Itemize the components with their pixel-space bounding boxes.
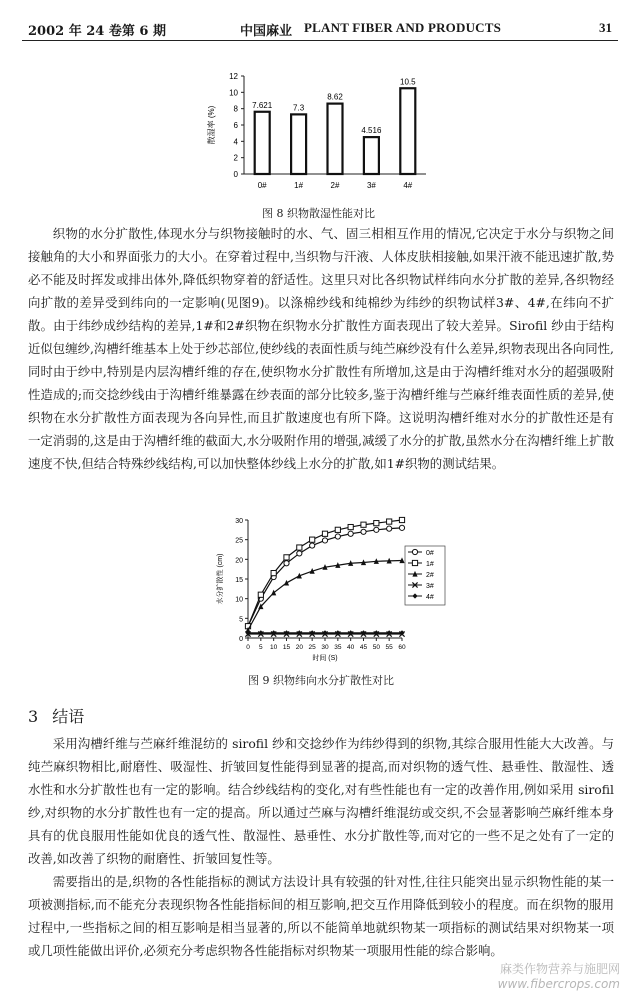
figure-8-caption: 图 8 织物散湿性能对比 bbox=[262, 207, 375, 220]
data-point bbox=[335, 534, 340, 539]
x-tick-label: 30 bbox=[321, 644, 329, 651]
bar-4# bbox=[400, 88, 415, 174]
data-point bbox=[310, 630, 315, 635]
x-tick-label: 5 bbox=[259, 644, 263, 651]
issue-info: 2002 年 24 卷第 6 期 bbox=[28, 24, 166, 39]
x-tick-label: 0# bbox=[257, 181, 267, 190]
data-point bbox=[297, 551, 302, 556]
bar-value-label: 7.3 bbox=[293, 103, 305, 113]
paragraph-water-diffusion: 织物的水分扩散性,体现水分与织物接触时的水、气、固三相相互作用的情况,它决定于水分与织物之间接触角的大小和界面张力的大小。在穿着过程中,当织物与汗液、人体皮肤相接触,如果汗液不能迅速扩散,势必不能及时挥发或排出体外,降低织物穿着的舒适性。这里只对比各织物试样纬向水分扩散的差异,各织物经向扩散的差异受到纬向的一定影响(见图9)。以涤棉纱线和纯棉纱为纬纱的织物试样3#、4#,在纬向不扩散。由于纬纱成纱结构的差异,1#和2#织物在织物水分扩散性方面表现出了较大差异。Sirofil 纱由于结构近似包缠纱,沟槽纤维基本上处于纱芯部位,使纱线的表面性质与纯苎麻纱没有什么差异,织物表现出各向同性,同时由于纱中,特别是内层沟槽纤维的存在,使织物水分扩散性有所增加,这是由于沟槽纤维对水分的超强吸附性造成的;而交捻纱线由于沟槽纤维暴露在纱表面的部分比较多,鉴于沟槽纤维与苎麻纤维表面性质的差异,使织物在水分扩散性方面表现为各向异性,而且扩散速度也有所下降。这说明沟槽纤维对水分的扩散性还是有一定消弱的,这是由于沟槽纤维的截面大,水分吸附作用的增强,减缓了水分的扩散,虽然水分在沟槽纤维上扩散速度不快,但结合特殊纱线结构,可以加快整体纱线上水分的扩散,如1#织物的测试结果。 bbox=[28, 226, 614, 471]
section-heading bbox=[28, 704, 98, 727]
series-0# bbox=[245, 525, 404, 629]
data-point bbox=[258, 630, 263, 635]
y-tick-label: 6 bbox=[233, 121, 238, 130]
x-axis-label: 时间 (S) bbox=[312, 655, 338, 662]
series-2# bbox=[245, 557, 404, 632]
data-point bbox=[271, 571, 276, 576]
data-point bbox=[284, 555, 289, 560]
x-tick-label: 1# bbox=[294, 181, 304, 190]
data-point bbox=[310, 543, 315, 548]
bar-value-label: 8.62 bbox=[327, 92, 343, 102]
bar-value-label: 4.516 bbox=[361, 126, 382, 136]
journal-title-en: PLANT FIBER AND PRODUCTS bbox=[304, 20, 502, 35]
legend-marker bbox=[412, 549, 417, 554]
bar-2# bbox=[328, 104, 343, 174]
data-point bbox=[322, 538, 327, 543]
legend-label: 3# bbox=[426, 583, 434, 590]
data-point bbox=[335, 527, 340, 532]
data-point bbox=[271, 630, 276, 635]
data-point bbox=[399, 517, 404, 522]
data-point bbox=[361, 630, 366, 635]
data-point bbox=[374, 521, 379, 526]
data-point bbox=[284, 580, 289, 586]
journal-title-cn: 中国麻业 bbox=[240, 24, 293, 39]
legend-label: 2# bbox=[426, 572, 434, 579]
data-point bbox=[387, 630, 392, 635]
figure-8-bar-chart bbox=[196, 62, 436, 202]
x-tick-label: 3# bbox=[366, 181, 376, 190]
data-point bbox=[348, 531, 353, 536]
y-tick-label: 10 bbox=[235, 596, 243, 604]
x-tick-label: 25 bbox=[308, 644, 316, 651]
series-4# bbox=[245, 630, 404, 635]
data-point bbox=[361, 522, 366, 527]
y-tick-label: 4 bbox=[233, 137, 238, 147]
legend-marker bbox=[412, 560, 417, 565]
y-axis-label: 水分扩散性 (cm) bbox=[217, 553, 224, 605]
data-point bbox=[399, 630, 404, 635]
x-tick-label: 55 bbox=[385, 644, 393, 651]
figure-9-line-chart bbox=[210, 512, 450, 670]
site-watermark bbox=[498, 962, 620, 992]
x-tick-label: 20 bbox=[295, 644, 303, 651]
legend-label: 0# bbox=[426, 550, 434, 557]
watermark-site-name: 麻类作物营养与施肥网 bbox=[499, 962, 620, 976]
bar-1# bbox=[291, 114, 306, 174]
x-tick-label: 45 bbox=[359, 644, 368, 651]
section-number: 3 bbox=[28, 707, 39, 726]
running-header bbox=[22, 14, 618, 41]
data-point bbox=[297, 545, 302, 550]
bar-value-label: 7.621 bbox=[252, 100, 273, 110]
data-point bbox=[374, 630, 379, 635]
x-tick-label: 35 bbox=[334, 644, 342, 651]
page-number: 31 bbox=[599, 20, 612, 35]
y-tick-label: 15 bbox=[235, 577, 243, 584]
x-tick-label: 40 bbox=[347, 644, 355, 651]
data-point bbox=[284, 561, 289, 566]
data-point bbox=[348, 630, 353, 635]
y-tick-label: 10 bbox=[229, 88, 238, 98]
y-tick-label: 0 bbox=[239, 636, 243, 643]
data-point bbox=[322, 630, 327, 635]
y-tick-label: 2 bbox=[233, 153, 238, 163]
data-point bbox=[271, 590, 276, 596]
data-point bbox=[374, 527, 379, 532]
x-tick-label: 4# bbox=[403, 181, 413, 190]
y-tick-label: 30 bbox=[235, 518, 243, 525]
x-tick-label: 50 bbox=[372, 644, 380, 651]
figure-9-caption: 图 9 织物纬向水分扩散性对比 bbox=[248, 674, 394, 687]
y-axis-label: 散湿率 (%) bbox=[207, 105, 216, 145]
data-point bbox=[387, 519, 392, 524]
paragraph-conclusion: 采用沟槽纤维与苎麻纤维混纺的 sirofil 纱和交捻纱作为纬纱得到的织物,其综合服用性能大大改善。与纯苎麻织物相比,耐磨性、吸湿性、折皱回复性能得到显著的提高,而对织物的透气性、悬垂性、散湿性、透水性和水分扩散性也有一定的影响。结合纱线结构的变化,对有些性能也有一定的改善作用,例如采用 sirofil 纱,对织物的水分扩散性也有一定的提高。所以通过苎麻与沟槽纤维混纺或交织,不会显著影响苎麻纤维本身具有的优良服用性能如优良的透气性、散湿性、悬垂性、水分扩散性等,而对它的一些不足之处有了一定的改善,如改善了织物的耐磨性、折皱回复性等。 bbox=[28, 736, 614, 866]
paragraph-note: 需要指出的是,织物的各性能指标的测试方法设计具有较强的针对性,往往只能突出显示织物性能的某一项被测指标,而不能充分表现织物各性能指标间的相互影响,把交互作用降低到较小的程度。而在织物的服用过程中,一些指标之间的相互影响是相当显著的,所以不能简单地就织物某一项指标的测试结果对织物某一项或几项性能做出评价,必须充分考虑织物各性能指标对织物某一项服用性能的综合影响。 bbox=[28, 874, 614, 958]
y-tick-label: 12 bbox=[229, 72, 238, 81]
bar-value-label: 10.5 bbox=[400, 77, 416, 87]
x-tick-label: 10 bbox=[270, 644, 278, 651]
section-title: 结语 bbox=[52, 707, 85, 726]
bar-0# bbox=[255, 112, 270, 174]
data-point bbox=[399, 525, 404, 530]
legend-label: 1# bbox=[426, 561, 434, 568]
data-point bbox=[335, 630, 340, 635]
bar-3# bbox=[364, 137, 379, 174]
x-tick-label: 15 bbox=[282, 644, 291, 651]
x-tick-label: 0 bbox=[246, 644, 250, 651]
data-point bbox=[361, 529, 366, 534]
data-point bbox=[284, 630, 289, 635]
y-tick-label: 0 bbox=[233, 170, 238, 179]
data-point bbox=[297, 630, 302, 635]
data-point bbox=[387, 526, 392, 531]
series-1# bbox=[245, 517, 404, 628]
y-tick-label: 20 bbox=[235, 557, 243, 565]
data-point bbox=[310, 537, 315, 542]
legend-label: 4# bbox=[426, 594, 434, 601]
data-point bbox=[322, 531, 327, 536]
data-point bbox=[348, 524, 353, 529]
x-tick-label: 2# bbox=[330, 181, 340, 190]
data-point bbox=[258, 592, 263, 597]
y-tick-label: 5 bbox=[239, 616, 243, 624]
x-tick-label: 60 bbox=[398, 644, 406, 651]
watermark-url: www.fibercrops.com bbox=[497, 977, 620, 991]
y-tick-label: 8 bbox=[233, 104, 238, 114]
y-tick-label: 25 bbox=[235, 537, 243, 545]
